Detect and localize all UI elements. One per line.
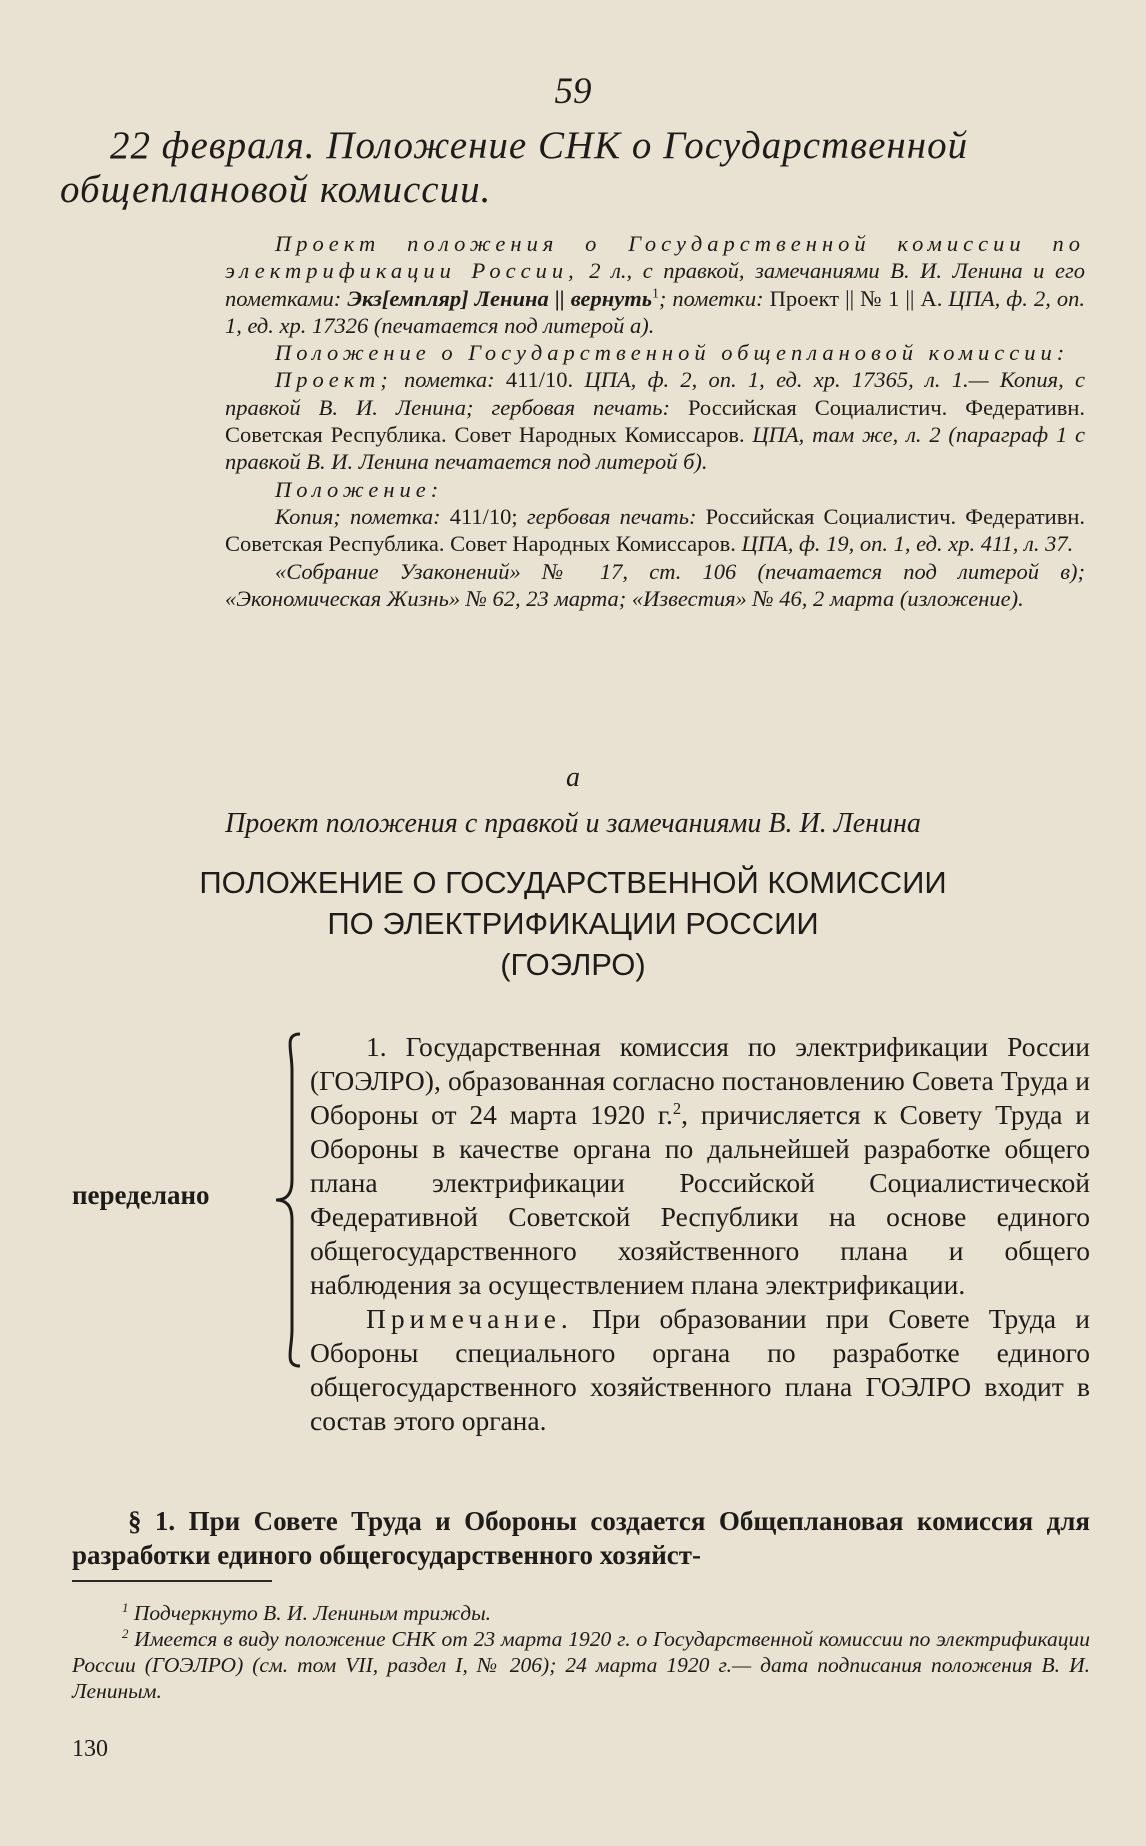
footnote-2: $^2$ Имеется в виду положение СНК от 23 марта 1920 г. о Государственной комиссии по электрификации России (ГОЭЛРО) (см. том VII, раздел I, № 206); 24 марта 1920 г.— дата подписания положения В. И. Лениным. — [72, 1626, 1090, 1703]
clause-1: 1. Государственная комиссия по электрификации России (ГОЭЛРО), образованная согласно постановлению Совета Труда и Обороны от 24 марта 1920 г.$^2$, причисляется к Совету Труда и Обороны в качестве органа по дальнейшей разработке общего плана электрификации Российской Социалистической Федеративной Советской Республики на основе единого общегосударственного хозяйственного плана и общего наблюдения за осуществлением плана электрификации. — [310, 1031, 1090, 1300]
footnote-ref-1: 1 — [652, 285, 659, 301]
title-line-1: 22 февраля. Положение СНК о Государственной — [110, 124, 969, 167]
footnotes — [72, 1600, 1090, 1704]
source-2: Положение о Государственной общеплановой комиссии: — [275, 340, 1070, 366]
section-1: § 1. При Совете Труда и Обороны создается Общеплановая комиссия для разработки единого общегосударственного хозяйст- — [72, 1506, 1090, 1570]
heading-line-3: (ГОЭЛРО) — [500, 947, 646, 982]
footnote-1: $^1$ Подчеркнуто В. И. Лениным трижды. — [122, 1600, 492, 1625]
clause-note: Примечание. При образовании при Совете Труда и Обороны специального органа по разработке единого общегосударственного хозяйственного плана ГОЭЛРО входит в состав этого органа. — [310, 1303, 1090, 1436]
clause-1-block — [310, 1030, 1090, 1438]
source-3: Проект; пометка: 411/10. ЦПА, ф. 2, оп. 1, ед. хр. 17365, л. 1.— Копия, с правкой В. И. Ленина; гербовая печать: Российская Социалистич. Федеративн. Советская Республика. Совет Народных Комиссаров. ЦПА, там же, л. 2 (параграф 1 с правкой В. И. Ленина печатается под литерой б). — [225, 367, 1086, 475]
regulation-heading — [0, 862, 1146, 985]
heading-line-2: ПО ЭЛЕКТРИФИКАЦИИ РОССИИ — [327, 906, 819, 941]
archival-sources — [225, 230, 1085, 612]
source-1: Проект положения о Государственной комиссии по электрификации России, 2 л., с правкой, замечаниями В. И. Ленина и его пометками: Экз[емпляр] Ленина || вернуть$^1$; пометки: Проект || № 1 || А. ЦПА, ф. 2, оп. 1, ед. хр. 17326 (печатается под литерой а). — [225, 231, 1085, 338]
note-label: Примечание. — [366, 1303, 573, 1334]
document-title — [60, 124, 1090, 212]
page-number: 130 — [72, 1736, 108, 1762]
curly-brace-icon — [270, 1030, 310, 1370]
document-number: 59 — [554, 71, 592, 112]
source-4: Положение: — [275, 476, 444, 502]
title-line-2: общеплановой комиссии. — [60, 168, 492, 211]
footnote-ref-2: 2 — [672, 1098, 682, 1118]
source-5: Копия; пометка: 411/10; гербовая печать: Российская Социалистич. Федеративн. Советская Республика. Совет Народных Комиссаров. ЦПА, ф. 19, оп. 1, ед. хр. 411, л. 37. — [225, 503, 1086, 557]
litera-label: а — [566, 762, 580, 793]
draft-subtitle: Проект положения с правкой и замечаниями В. И. Ленина — [225, 808, 921, 839]
source-6: «Собрание Узаконений» № 17, ст. 106 (печатается под литерой в); «Экономическая Жизнь» № 62, 23 марта; «Известия» № 46, 2 марта (изложение). — [225, 558, 1085, 611]
margin-note: переделано — [72, 1180, 210, 1210]
footnote-divider — [72, 1580, 272, 1582]
heading-line-1: ПОЛОЖЕНИЕ О ГОСУДАРСТВЕННОЙ КОМИССИИ — [199, 865, 947, 900]
